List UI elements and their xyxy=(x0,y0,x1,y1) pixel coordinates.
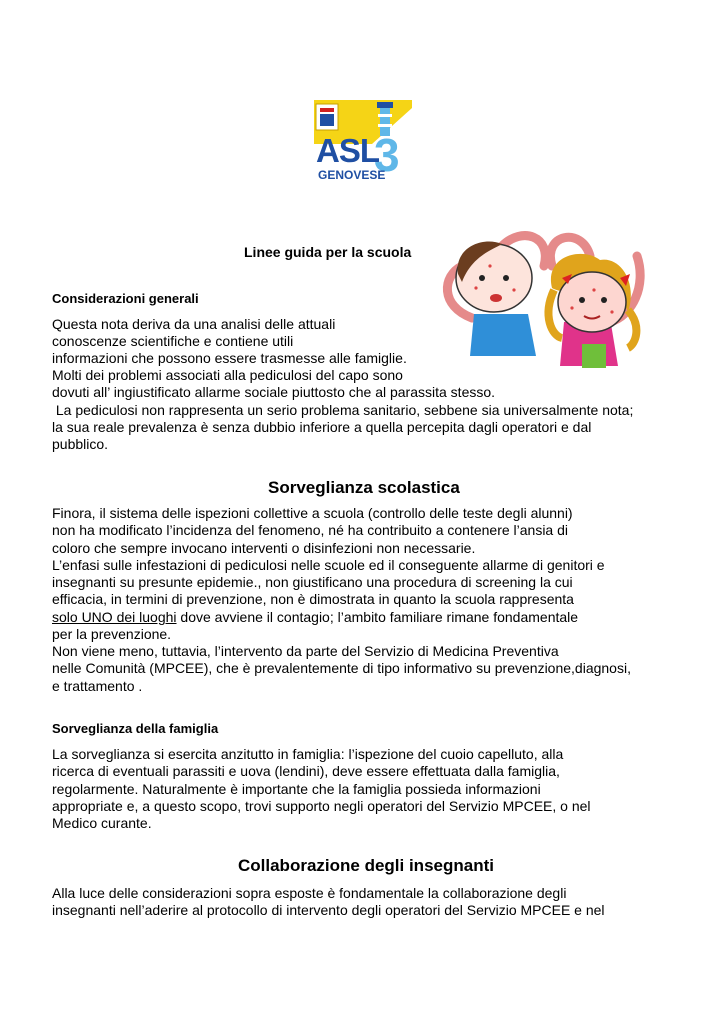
body-line: Questa nota deriva da una analisi delle attuali xyxy=(52,316,336,332)
body-line: e trattamento . xyxy=(52,678,143,694)
logo-genovese-text: GENOVESE xyxy=(318,168,386,182)
body-line: L’enfasi sulle infestazioni di pediculosi nelle scuole ed il conseguente allarme di genitori e xyxy=(52,557,605,573)
body-line: Non viene meno, tuttavia, l’intervento da parte del Servizio di Medicina Preventiva xyxy=(52,643,559,659)
body-line: per la prevenzione. xyxy=(52,626,172,642)
children-scratching-heads-icon xyxy=(432,226,647,386)
body-line: informazioni che possono essere trasmesse alle famiglie. xyxy=(52,350,407,366)
body-line: pubblico. xyxy=(52,436,109,452)
body-line: coloro che sempre invocano interventi o disinfezioni non necessarie. xyxy=(52,540,476,556)
body-line: ricerca di eventuali parassiti e uova (lendini), deve essere effettuata dalla famiglia, xyxy=(52,763,560,779)
body-text: dove avviene il contagio; l’ambito familiare rimane fondamentale xyxy=(176,609,579,625)
body-line: La sorveglianza si esercita anzitutto in famiglia: l’ispezione del cuoio capelluto, alla xyxy=(52,746,564,762)
logo-asl-text: ASL xyxy=(316,132,379,169)
body-line: Molti dei problemi associati alla pediculosi del capo sono xyxy=(52,367,403,383)
body-line: Alla luce delle considerazioni sopra esposte è fondamentale la collaborazione degli xyxy=(52,885,567,901)
section-heading-sorveglianza-scolastica: Sorveglianza scolastica xyxy=(268,478,460,497)
body-line: dovuti all’ ingiustificato allarme sociale piuttosto che al parassita stesso. xyxy=(52,384,496,400)
logo-digit-text: 3 xyxy=(374,129,400,181)
underlined-phrase: solo UNO dei luoghi xyxy=(52,609,177,625)
body-line: non ha modificato l’incidenza del fenomeno, né ha contribuito a contenere l’ansia di xyxy=(52,522,569,538)
body-line: appropriate e, a questo scopo, trovi supporto negli operatori del Servizio MPCEE, o nel xyxy=(52,798,591,814)
body-line: Finora, il sistema delle ispezioni collettive a scuola (controllo delle teste degli alunni) xyxy=(52,505,573,521)
asl3-logo xyxy=(314,100,412,186)
children-illustration xyxy=(432,226,647,386)
body-line: insegnanti su presunte epidemie., non giustificano una procedura di screening la cui xyxy=(52,574,573,590)
section-heading-collaborazione: Collaborazione degli insegnanti xyxy=(238,856,494,875)
section-heading-considerazioni: Considerazioni generali xyxy=(52,291,199,306)
body-line: La pediculosi non rappresenta un serio problema sanitario, sebbene sia universalmente nota; xyxy=(52,402,634,418)
body-line: conoscenze scientifiche e contiene utili xyxy=(52,333,294,349)
body-line-with-underline xyxy=(52,609,578,626)
body-line: efficacia, in termini di prevenzione, non è dimostrata in quanto la scuola rappresenta xyxy=(52,591,574,607)
body-line: la sua reale prevalenza è senza dubbio inferiore a quella percepita dagli operatori e dal xyxy=(52,419,592,435)
body-line: nelle Comunità (MPCEE), che è prevalentemente di tipo informativo su prevenzione,diagnosi, xyxy=(52,660,631,676)
body-line: regolarmente. Naturalmente è importante che la famiglia possieda informazioni xyxy=(52,781,541,797)
body-line: insegnanti nell’aderire al protocollo di intervento degli operatori del Servizio MPCEE e nel xyxy=(52,902,605,918)
page-title: Linee guida per la scuola xyxy=(244,244,412,260)
section-heading-sorveglianza-famiglia: Sorveglianza della famiglia xyxy=(52,721,219,736)
body-line: Medico curante. xyxy=(52,815,152,831)
